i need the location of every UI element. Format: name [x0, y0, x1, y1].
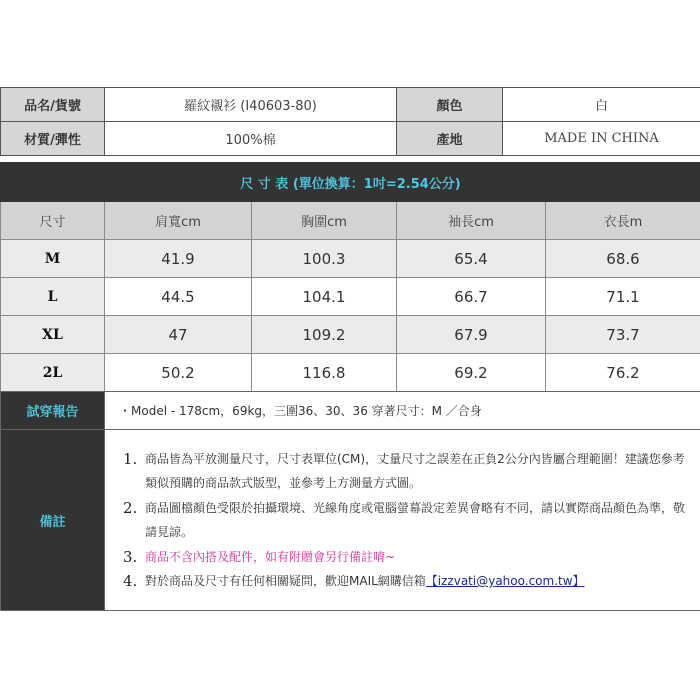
header-sleeve: 袖長cm: [397, 202, 546, 240]
header-chest: 胸圍cm: [252, 202, 397, 240]
shoulder-cell: 44.5: [105, 278, 252, 316]
note-text: 商品皆為平放測量尺寸，尺寸表單位(CM)，丈量尺寸之誤差在正負2公分內皆屬合理範圍！建議您參考類似預購的商品款式版型，並參考上方測量方式圖。: [145, 451, 685, 490]
sleeve-cell: 69.2: [397, 354, 546, 392]
label-origin: 產地: [397, 122, 503, 156]
list-item: [123, 447, 690, 496]
note-text: 對於商品及尺寸有任何相關疑問，歡迎MAIL網購信箱: [145, 574, 426, 588]
product-name-value: 羅紋襯衫 (I40603-80): [105, 88, 397, 122]
header-shoulder: 肩寬cm: [105, 202, 252, 240]
note-number: 2.: [123, 498, 138, 517]
trial-row: [1, 392, 700, 430]
list-item: [123, 569, 690, 594]
sleeve-cell: 67.9: [397, 316, 546, 354]
label-product-name: 品名/貨號: [1, 88, 105, 122]
length-cell: 76.2: [546, 354, 700, 392]
size-chart-header-row: [1, 202, 700, 240]
notes-row: [1, 430, 700, 611]
shoulder-cell: 41.9: [105, 240, 252, 278]
note-number: 1.: [123, 449, 138, 468]
chest-cell: 109.2: [252, 316, 397, 354]
header-length: 衣長m: [546, 202, 700, 240]
product-info-table: [0, 87, 700, 156]
label-color: 顏色: [397, 88, 503, 122]
trial-label: 試穿報告: [1, 392, 105, 430]
table-row: [1, 316, 700, 354]
list-item: [123, 545, 690, 570]
note-text: 商品圖檔顏色受限於拍攝環境、光線角度或電腦螢幕設定差異會略有不同，請以實際商品顏色為準，敬請見諒。: [145, 500, 686, 539]
chest-cell: 116.8: [252, 354, 397, 392]
email-link[interactable]: 【izzvati@yahoo.com.tw】: [425, 574, 585, 588]
chest-cell: 104.1: [252, 278, 397, 316]
size-cell: XL: [1, 316, 105, 354]
table-row: [1, 240, 700, 278]
material-value: 100%棉: [105, 122, 397, 156]
label-material: 材質/彈性: [1, 122, 105, 156]
size-chart-title: 尺 寸 表 (單位換算：1吋=2.54公分): [1, 163, 700, 202]
chest-cell: 100.3: [252, 240, 397, 278]
sleeve-cell: 66.7: [397, 278, 546, 316]
origin-value: MADE IN CHINA: [503, 122, 700, 156]
length-cell: 73.7: [546, 316, 700, 354]
note-number: 3.: [123, 547, 138, 566]
note-number: 4.: [123, 572, 138, 590]
header-size: 尺寸: [1, 202, 105, 240]
info-row-name: [1, 88, 700, 122]
trial-text: ・Model - 178cm，69kg，三圍36、30、36 穿著尺寸：M ／合身: [105, 392, 700, 430]
notes-content: [105, 430, 700, 611]
size-cell: M: [1, 240, 105, 278]
list-item: [123, 496, 690, 545]
shoulder-cell: 50.2: [105, 354, 252, 392]
color-value: 白: [503, 88, 700, 122]
sleeve-cell: 65.4: [397, 240, 546, 278]
size-chart-table: [0, 162, 700, 392]
notes-table: [0, 391, 700, 611]
length-cell: 71.1: [546, 278, 700, 316]
info-row-material: [1, 122, 700, 156]
size-chart-title-row: [1, 163, 700, 202]
table-row: [1, 354, 700, 392]
size-cell: 2L: [1, 354, 105, 392]
table-row: [1, 278, 700, 316]
shoulder-cell: 47: [105, 316, 252, 354]
notes-list: [105, 447, 700, 594]
length-cell: 68.6: [546, 240, 700, 278]
notes-label: 備註: [1, 430, 105, 611]
size-cell: L: [1, 278, 105, 316]
note-text: 商品不含內搭及配件，如有附贈會另行備註唷~: [145, 549, 396, 564]
